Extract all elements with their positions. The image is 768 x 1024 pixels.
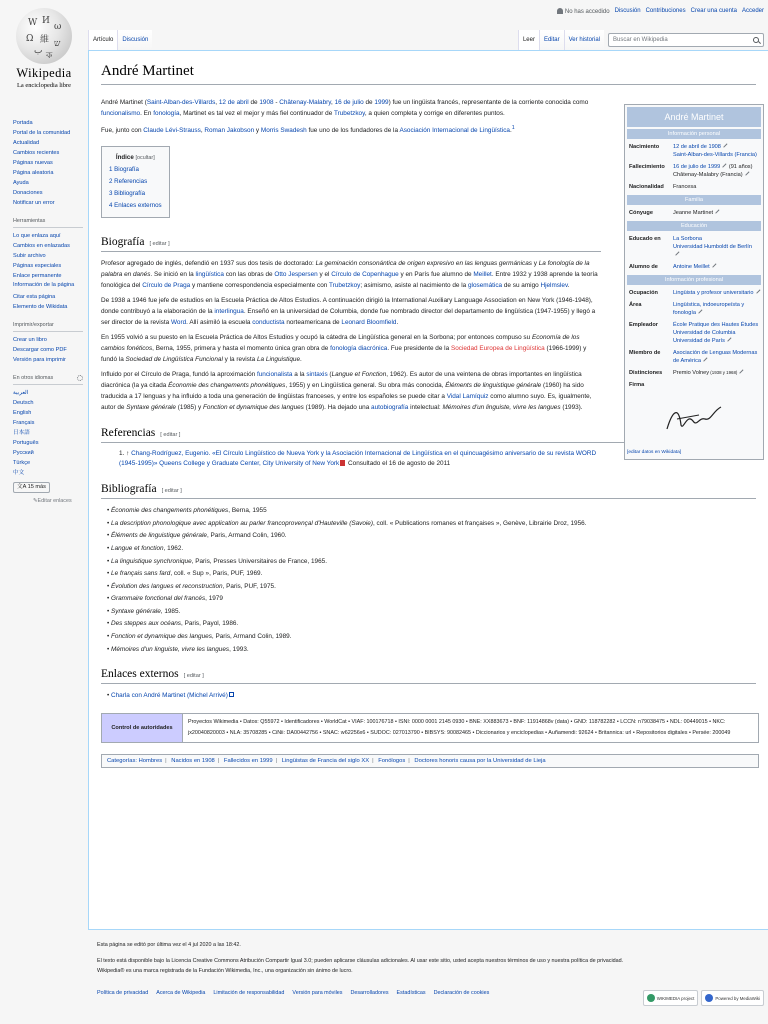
link-paris[interactable]: Universidad de París bbox=[673, 338, 725, 344]
footer-trademark: Wikipedia® es una marca registrada de la Fundación Wikimedia, Inc., una organización sin ánimo de lucro. bbox=[97, 968, 353, 974]
footer-lastmod: Esta página se editó por última vez el 4 jul 2020 a las 18:42. bbox=[97, 942, 241, 948]
list-item: • La linguistique synchronique, Paris, Presses Universitaires de France, 1965. bbox=[107, 556, 756, 569]
not-logged-in: No has accedido bbox=[557, 8, 610, 15]
edit-section-link[interactable]: [ editar ] bbox=[161, 488, 182, 495]
link-trubetzkoy-2[interactable]: Trubetzkoy bbox=[328, 282, 361, 290]
link-levi-strauss[interactable]: Claude Lévi-Strauss bbox=[143, 127, 201, 135]
wikipedia-logo[interactable] bbox=[6, 8, 82, 89]
link-fonologia[interactable]: fonología bbox=[153, 110, 180, 117]
footer-link-developers[interactable]: Desarrolladores bbox=[350, 990, 389, 996]
link-humboldt[interactable]: Universidad Humboldt de Berlín bbox=[673, 244, 752, 250]
sidebar-item-crear-libro[interactable]: Crear un libro bbox=[13, 336, 47, 343]
list-item: • Fonction et dynamique des langues, Paris, Armand Colin, 1989. bbox=[107, 631, 756, 644]
translate-icon: 文A bbox=[17, 483, 27, 490]
tagline: La enciclopedia libre bbox=[17, 82, 71, 89]
infobox-title: André Martinet bbox=[627, 107, 761, 127]
sidebar-item-citar[interactable]: Citar esta página bbox=[13, 293, 56, 300]
sidebar-item-informacion-pagina[interactable]: Información de la página bbox=[13, 282, 75, 288]
authority-control-body bbox=[182, 714, 758, 742]
link-ocupacion[interactable]: Lingüista y profesor universitario bbox=[673, 290, 754, 296]
print-heading: Imprimir/exportar bbox=[13, 320, 83, 332]
link-circulo-praga[interactable]: Círculo de Praga bbox=[142, 282, 191, 290]
namespace-tabs bbox=[88, 30, 152, 50]
link-fonologia-diacronica[interactable]: fonología diacrónica bbox=[330, 345, 388, 353]
link-columbia[interactable]: Universidad de Columbia bbox=[673, 330, 736, 336]
infobox-row-empleador: Empleador École Pratique des Hautes Études Universidad de Columbia Universidad de París bbox=[629, 322, 759, 344]
link-death[interactable]: 16 de julio de 1999 bbox=[673, 164, 721, 170]
link-conductista[interactable]: conductista bbox=[252, 319, 285, 327]
pencil-icon[interactable] bbox=[727, 337, 732, 342]
link-birth[interactable]: 12 de abril de 1908 bbox=[673, 144, 721, 150]
link-meillet-infobox[interactable]: Antoine Meillet bbox=[673, 264, 710, 270]
section-heading-bibliografia: Bibliografía [ editar ] bbox=[101, 483, 756, 499]
category-linguistas-francia[interactable]: Lingüistas de Francia del siglo XX bbox=[281, 757, 370, 764]
list-item: • Évolution des langues et reconstruction, Paris, PUF, 1975. bbox=[107, 581, 756, 594]
authority-ids[interactable]: Proyectos Wikimedia • Datos: Q55972 • Identificadores • WorldCat • VIAF: 100176718 • ISNI: 0000 0001 2145 0930 • BNE: XX883673 • BNF: 11914868v (data) • GND: 118782282 • LCCN: n79038475 • NDL: 00449015 • NKC: jx20040820003 • NLA: 35708285 • CiNii: DA00442756 • SNAC: w62256x6 • SUDOC: 027013790 • BIBSYS: 90082465 • Diccionarios y enciclopedias • Auñamendi: 92624 • Britannica: url • Repositorios digitales • Persée: 200049 bbox=[188, 718, 731, 736]
contributions-link[interactable]: Contribuciones bbox=[645, 8, 686, 14]
infobox-section-profesional: Información profesional bbox=[627, 275, 761, 285]
pencil-icon[interactable] bbox=[712, 263, 717, 268]
link-circulo-copenhague[interactable]: Círculo de Copenhague bbox=[331, 271, 399, 279]
pencil-icon[interactable] bbox=[740, 369, 745, 374]
authority-control bbox=[101, 713, 759, 743]
infobox bbox=[624, 104, 764, 460]
sidebar-item-descargar-pdf[interactable]: Descargar como PDF bbox=[13, 346, 67, 353]
link-hjelmslev[interactable]: Hjelmslev bbox=[540, 282, 568, 290]
link-funcionalista[interactable]: funcionalista bbox=[256, 371, 293, 379]
pencil-icon[interactable] bbox=[675, 251, 680, 256]
link-sintaxis[interactable]: sintaxis bbox=[306, 371, 328, 379]
sidebar-item-wikidata[interactable]: Elemento de Wikidata bbox=[13, 303, 68, 310]
link-bloomfield[interactable]: Leonard Bloomfield bbox=[341, 319, 397, 327]
footer-link-cookies[interactable]: Declaración de cookies bbox=[433, 990, 490, 996]
search-icon[interactable] bbox=[753, 37, 759, 43]
toc-item-bibliografia[interactable]: 3 Bibliografía bbox=[109, 190, 146, 198]
link-birthplace[interactable]: Saint-Alban-des-Villards bbox=[146, 99, 216, 106]
intro-paragraph-2: Fue, junto con Claude Lévi-Strauss, Roman Jakobson y Morris Swadesh fue uno de los fundadores de la Asociación Internacional de Lingüística.$^1$ bbox=[101, 125, 515, 135]
view-tabs bbox=[518, 30, 764, 50]
sidebar-item-pagina-aleatoria[interactable]: Página aleatoria bbox=[13, 170, 54, 176]
pdf-icon bbox=[340, 460, 345, 466]
link-sociedad-europea[interactable]: Sociedad Europea de Lingüística bbox=[450, 345, 545, 353]
infobox-section-personal: Información personal bbox=[627, 129, 761, 139]
list-item: • La description phonologique avec application au parler francoprovençal d'Hauteville (Savoie), coll. « Publications romanes et françaises », Genève, Librairie Droz, 1956. bbox=[107, 518, 756, 531]
pencil-icon[interactable] bbox=[698, 309, 703, 314]
intro-paragraph-1: André Martinet (Saint-Alban-des-Villards, 12 de abril de 1908 - Châtenay-Malabry, 16 de julio de 1999) fue un lingüista francés, representante de la corriente conocida como funcionalismo. En fonología, Martinet es tal vez el mejor y más fiel continuador de Trubetzkoy, a quien completa y corrige en diferentes puntos. bbox=[101, 99, 589, 117]
wordmark: Wikipedia bbox=[16, 66, 72, 80]
sidebar-item-portada[interactable]: Portada bbox=[13, 120, 33, 126]
tab-edit[interactable]: Editar bbox=[539, 30, 564, 50]
bibliography-list bbox=[107, 505, 756, 656]
link-death-year[interactable]: 1999 bbox=[374, 99, 389, 106]
edit-links[interactable]: ✎Editar enlaces bbox=[33, 497, 72, 504]
link-area[interactable]: Lingüística, indoeuropeísta y fonología bbox=[673, 302, 745, 316]
link-swadesh[interactable]: Morris Swadesh bbox=[260, 127, 307, 135]
sidebar-tools bbox=[13, 216, 83, 312]
sidebar-item-subir-archivo[interactable]: Subir archivo bbox=[13, 253, 46, 259]
link-word[interactable]: Word bbox=[170, 319, 187, 327]
article-body bbox=[101, 97, 601, 413]
list-item: • Grammaire fonctional del francés, 1979 bbox=[107, 593, 756, 606]
infobox-row-miembro: Miembro de Asociación de Lenguas Modernas de América bbox=[629, 350, 758, 364]
sidebar-item-portal[interactable]: Portal de la comunidad bbox=[13, 130, 71, 136]
external-link-icon bbox=[229, 692, 234, 697]
link-birth-year[interactable]: 1908 bbox=[259, 99, 274, 106]
link-trubetzkoy[interactable]: Trubetzkoy bbox=[333, 110, 365, 117]
infobox-row-educado: Educado en La Sorbona Universidad Humboldt de Berlín bbox=[627, 233, 761, 261]
infobox-row-alumno: Alumno de Antoine Meillet bbox=[627, 261, 761, 273]
pencil-icon[interactable] bbox=[715, 209, 720, 214]
mediawiki-icon bbox=[705, 994, 713, 1002]
tools-heading: Herramientas bbox=[13, 216, 83, 228]
link-glosematica[interactable]: glosemática bbox=[467, 282, 503, 290]
sidebar-navigation bbox=[13, 118, 83, 208]
sidebar-item-paginas-especiales[interactable]: Páginas especiales bbox=[13, 263, 62, 269]
wikimedia-icon bbox=[647, 994, 655, 1002]
list-item bbox=[107, 690, 756, 703]
list-item: • Éléments de linguistique générale, Paris, Armand Colin, 1960. bbox=[107, 530, 756, 543]
infobox-row-nacionalidad: Nacionalidad Francesa bbox=[629, 184, 697, 190]
sidebar-item-ayuda[interactable]: Ayuda bbox=[13, 180, 29, 186]
wikimedia-badge[interactable]: WIKIMEDIA project bbox=[643, 990, 699, 1006]
pencil-icon[interactable] bbox=[756, 289, 761, 294]
table-of-contents bbox=[101, 146, 170, 218]
bio-paragraph-2: De 1938 a 1946 fue jefe de estudios en la Escuela Práctica de Altos Estudios. A continuación dirigió la International Auxiliary Language Association en New York (1946-1948), donde contribuyó a la elaboración de la interlingua. Enseñó en la universidad de Columbia, donde fue nombrado director del departamento de lingüística (1947-1955) y llegó a ser director de la revista Word. Allí asimiló la escuela conductista norteamericana de Leonard Bloomfield. bbox=[101, 297, 596, 327]
footer-license: El texto está disponible bajo la Licencia Creative Commons Atribución Compartir Igual 3.0; pueden aplicarse cláusulas adicionales. Al usar este sitio, usted acepta nuestros términos de uso y nuestra política de privacidad. bbox=[97, 958, 624, 964]
category-fallecidos-1999[interactable]: Fallecidos en 1999 bbox=[223, 757, 273, 764]
languages-heading: En otros idiomas bbox=[13, 373, 83, 385]
link-funcionalismo[interactable]: funcionalismo bbox=[101, 110, 141, 117]
toc-toggle[interactable]: [ocultar] bbox=[135, 155, 155, 162]
lang-english[interactable]: English bbox=[13, 409, 32, 416]
lang-russian[interactable]: Русский bbox=[13, 449, 34, 456]
link-autobiografia[interactable]: autobiografía bbox=[371, 404, 409, 412]
lang-japanese[interactable]: 日本語 bbox=[13, 429, 30, 436]
lang-chinese[interactable]: 中文 bbox=[13, 469, 25, 476]
list-item: • Langue et fonction, 1962. bbox=[107, 543, 756, 556]
infobox-row-area: Área Lingüística, indoeuropeísta y fonología bbox=[629, 302, 745, 316]
sidebar-item-notificar-error[interactable]: Notificar un error bbox=[13, 200, 55, 206]
category-doctores-lieja[interactable]: Doctores honoris causa por la Universidad de Lieja bbox=[414, 757, 546, 764]
footer-link-mobile[interactable]: Versión para móviles bbox=[292, 990, 343, 996]
lang-turkce[interactable]: Türkçe bbox=[13, 459, 31, 466]
external-links-list bbox=[107, 690, 756, 703]
pencil-icon[interactable] bbox=[703, 357, 708, 362]
sidebar-item-cambios-recientes[interactable]: Cambios recientes bbox=[13, 150, 60, 156]
link-asociacion[interactable]: Asociación Internacional de Lingüística bbox=[399, 127, 510, 135]
pencil-icon[interactable] bbox=[723, 143, 728, 148]
toc-title: Índice [ocultar] bbox=[115, 154, 155, 162]
footer-icons bbox=[643, 990, 764, 1006]
bio-paragraph-1: Profesor agregado de inglés, defendió en 1937 sus dos tesis de doctorado: La geminación consonántica de origen expresivo en las lenguas germánicas y La fonología de la palabra en danés. Se inició en la lingüística con las obras de Otto Jespersen y el Círculo de Copenhague y en París fue alumno de Meillet. Entre 1932 y 1938 aprende la teoría fonológica del Círculo de Praga y mantiene correspondencia especialmente con Trubetzkoy; asimismo, asiste al nacimiento de la glosemática de su amigo Hjelmslev. bbox=[101, 260, 598, 290]
infobox-section-familia: Familia bbox=[627, 195, 761, 205]
authority-control-label[interactable]: Control de autoridades bbox=[102, 714, 182, 742]
section-heading-referencias: Referencias [ editar ] bbox=[101, 427, 756, 443]
sidebar-languages bbox=[13, 373, 83, 506]
signature-image[interactable] bbox=[627, 391, 761, 447]
more-languages-button[interactable]: 文A 15 más bbox=[13, 482, 50, 493]
search-input[interactable]: Buscar en Wikipedia bbox=[608, 33, 764, 47]
toc-item-enlaces[interactable]: 4 Enlaces externos bbox=[109, 202, 162, 210]
infobox-row-distinciones: Distinciones Premio Volney (1938 y 1968) bbox=[627, 367, 761, 379]
link-jespersen[interactable]: Otto Jespersen bbox=[274, 271, 318, 279]
sidebar-item-paginas-nuevas[interactable]: Páginas nuevas bbox=[13, 160, 53, 166]
globe-icon: W И ω Ω 維 ש ب ক bbox=[16, 8, 72, 64]
link-sorbona[interactable]: La Sorbona bbox=[673, 236, 702, 242]
sidebar bbox=[13, 118, 83, 514]
toc-item-referencias[interactable]: 2 Referencias bbox=[109, 178, 148, 186]
link-meillet[interactable]: Meillet bbox=[473, 271, 492, 279]
footer-link-stats[interactable]: Estadísticas bbox=[396, 990, 426, 996]
infobox-row-nacimiento: Nacimiento 12 de abril de 1908 Saint-Alban-des-Villards (Francia) bbox=[629, 144, 757, 158]
infobox-section-educacion: Educación bbox=[627, 221, 761, 231]
section-heading-biografia: Biografía [ editar ] bbox=[101, 236, 601, 252]
list-item: • Syntaxe générale, 1985. bbox=[107, 606, 756, 619]
tab-discussion[interactable]: Discusión bbox=[117, 30, 152, 50]
sidebar-item-lo-que-enlaza[interactable]: Lo que enlaza aquí bbox=[13, 233, 61, 239]
category-links: Categorías: Hombres | Nacidos en 1908 | Fallecidos en 1999 | Lingüistas de Francia del siglo XX | Fonólogos | Doctores honoris causa por la Universidad de Lieja bbox=[101, 754, 759, 768]
lang-arabic[interactable]: العربية bbox=[13, 389, 29, 396]
external-link-charla[interactable]: Charla con André Martinet (Michel Arrivé) bbox=[111, 692, 228, 700]
gear-icon[interactable] bbox=[77, 375, 83, 381]
ref-marker-1[interactable]: 1 bbox=[511, 125, 515, 131]
link-linguistica[interactable]: lingüística bbox=[195, 271, 224, 279]
sidebar-print bbox=[13, 320, 83, 365]
footer-link-disclaimer[interactable]: Limitación de responsabilidad bbox=[213, 990, 285, 996]
section-heading-enlaces: Enlaces externos [ editar ] bbox=[101, 668, 756, 684]
list-item: • Économie des changements phonétiques, Berna, 1955 bbox=[107, 505, 756, 518]
bio-paragraph-4: Influido por el Círculo de Praga, fundó la aproximación funcionalista a la sintaxis (Langue et Fonction, 1962). Es autor de una veintena de obras importantes en lingüística diacrónica (la ya citada Économie des changements phonétiques, 1955) y en Lingüística general. Su obra más conocida, Éléments de linguistique générale (1960) ha sido traducida a 17 lenguas y ha influido a toda una generación de lingüistas franceses, y entre los españoles se puede citar a Vidal Lamíquiz como alumno suyo. Es, igualmente, autor de Syntaxe générale (1985) y Fonction et dynamique des langues (1989). Ha dejado una autobiografía intelectual: Mémoires d'un linguiste, vivre les langues (1993). bbox=[101, 371, 592, 412]
link-interlingua[interactable]: interlingua bbox=[214, 308, 244, 316]
bio-paragraph-3: En 1955 volvió a su puesto en la Escuela Práctica de Altos Estudios y ocupó la cátedra de Lingüística general en la Sorbona; por entonces compuso su Economía de los cambios fonéticos, Berna, 1955, primera y hasta el momento única gran obra de fonología diacrónica. Fue presidente de la Sociedad Europea de Lingüística (1966-1999) y fundó la Sociedad de Lingüística Funcional y la revista La Linguistique. bbox=[101, 334, 587, 364]
category-fonologos[interactable]: Fonólogos bbox=[378, 757, 406, 764]
reference-link[interactable]: Chang-Rodríguez, Eugenio. «El Círculo Lingüístico de Nueva York y la Asociación Internacional de Lingüística en el quincuagésimo aniversario de su revista WORD (1945-1995)» Queens College y Graduate Center, City University of New York bbox=[119, 450, 597, 468]
link-birth-date[interactable]: 12 de abril bbox=[218, 99, 249, 106]
talk-link[interactable]: Discusión bbox=[614, 8, 641, 14]
link-birthplace-infobox[interactable]: Saint-Alban-des-Villards (Francia) bbox=[673, 152, 757, 158]
sidebar-item-enlace-permanente[interactable]: Enlace permanente bbox=[13, 273, 62, 279]
link-mla[interactable]: Asociación de Lenguas Modernas de América bbox=[673, 350, 758, 364]
lang-portugues[interactable]: Português bbox=[13, 439, 39, 446]
footer-link-about[interactable]: Acerca de Wikipedia bbox=[156, 990, 206, 996]
pencil-icon[interactable] bbox=[745, 171, 750, 176]
sidebar-item-donaciones[interactable]: Donaciones bbox=[13, 190, 43, 196]
link-death-date[interactable]: 16 de julio bbox=[334, 99, 364, 106]
user-icon bbox=[557, 8, 563, 14]
pencil-icon: ✎ bbox=[33, 497, 38, 504]
infobox-row-ocupacion: Ocupación Lingüista y profesor universitario bbox=[627, 287, 761, 299]
category-nacidos-1908[interactable]: Nacidos en 1908 bbox=[171, 757, 215, 764]
footer-link-privacy[interactable]: Política de privacidad bbox=[97, 990, 149, 996]
link-ephe[interactable]: École Pratique des Hautes Études bbox=[673, 322, 759, 328]
tab-article[interactable]: Artículo bbox=[88, 30, 117, 50]
toc-item-biografia[interactable]: 1 Biografía bbox=[109, 166, 139, 174]
link-lamiquiz[interactable]: Vidal Lamíquiz bbox=[446, 393, 489, 401]
tab-read[interactable]: Leer bbox=[518, 30, 539, 50]
reference-item-1: 1. ↑ Chang-Rodríguez, Eugenio. «El Círculo Lingüístico de Nueva York y la Asociación Internacional de Lingüística en el quincuagésimo aniversario de su revista WORD (1945-1995)» Queens College y Graduate Center, City University of New York Consultado el 16 de agosto de 2011 bbox=[119, 450, 597, 468]
category-hombres[interactable]: Hombres bbox=[138, 757, 163, 764]
edit-section-link[interactable]: [ editar ] bbox=[149, 241, 170, 248]
lang-deutsch[interactable]: Deutsch bbox=[13, 399, 34, 406]
login-link[interactable]: Acceder bbox=[741, 8, 764, 14]
sidebar-item-cambios-enlazadas[interactable]: Cambios en enlazadas bbox=[13, 243, 70, 249]
edit-section-link[interactable]: [ editar ] bbox=[183, 673, 204, 680]
link-deathplace[interactable]: Châtenay-Malabry bbox=[279, 99, 332, 106]
infobox-row-fallecimiento: Fallecimiento 16 de julio de 1999 (91 años) Châtenay-Malabry (Francia) bbox=[629, 164, 753, 178]
list-item: • Le français sans fard, coll. « Sup », Paris, PUF, 1969. bbox=[107, 568, 756, 581]
signature-icon bbox=[659, 399, 729, 439]
list-item: • Mémoires d'un linguiste, vivre les langues, 1993. bbox=[107, 644, 756, 657]
edit-section-link[interactable]: [ editar ] bbox=[160, 432, 181, 439]
infobox-row-firma: Firma bbox=[629, 382, 645, 388]
categories-label[interactable]: Categorías: bbox=[107, 757, 137, 764]
link-jakobson[interactable]: Roman Jakobson bbox=[204, 127, 255, 135]
infobox-row-conyuge: Cónyuge Jeanne Martinet bbox=[627, 207, 761, 219]
mediawiki-badge[interactable]: Powered by MediaWiki bbox=[701, 990, 764, 1006]
infobox-wikidata-link[interactable]: [editar datos en Wikidata] bbox=[627, 450, 682, 455]
tab-history[interactable]: Ver historial bbox=[564, 30, 604, 50]
personal-tools bbox=[557, 8, 764, 15]
list-item: • Des steppes aux océans, Paris, Payol, 1986. bbox=[107, 618, 756, 631]
create-account-link[interactable]: Crear una cuenta bbox=[690, 8, 737, 14]
lang-francais[interactable]: Français bbox=[13, 419, 35, 426]
sidebar-item-actualidad[interactable]: Actualidad bbox=[13, 140, 40, 146]
sidebar-item-version-imprimir[interactable]: Versión para imprimir bbox=[13, 356, 66, 363]
page-title: André Martinet bbox=[101, 63, 756, 85]
